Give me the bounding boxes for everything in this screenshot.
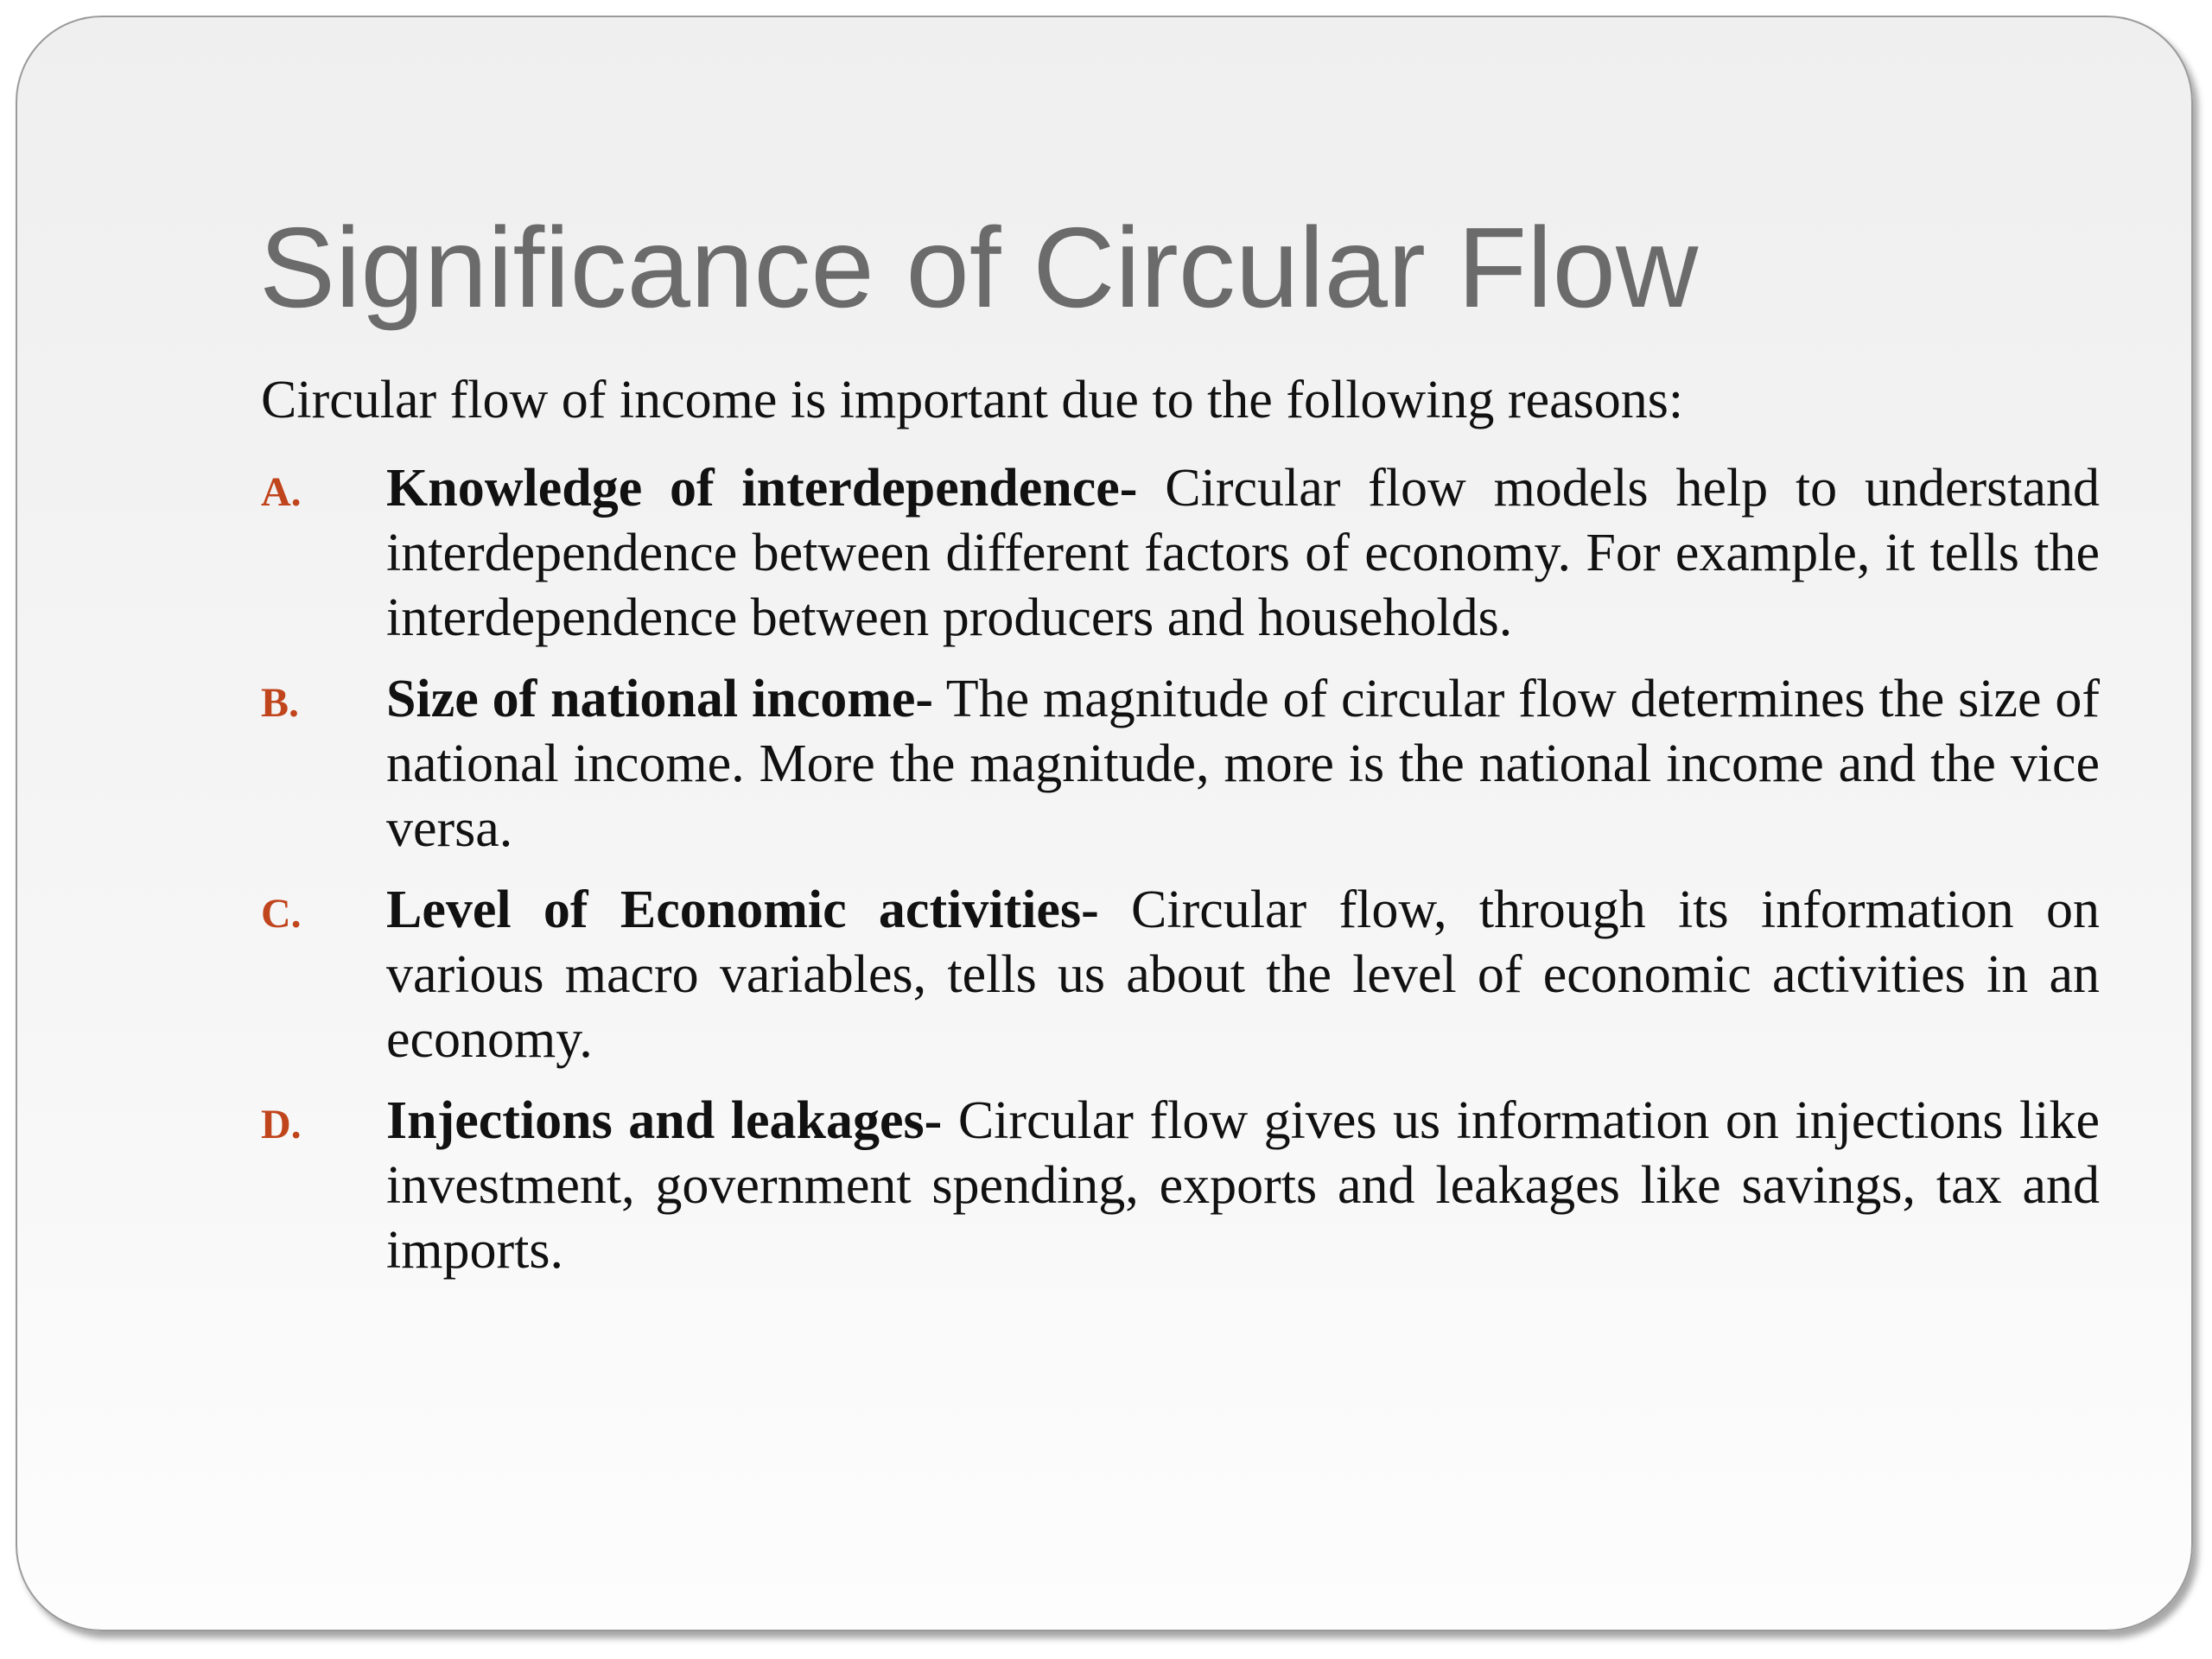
reason-term: Size of national income- xyxy=(386,670,934,728)
slide-title: Significance of Circular Flow xyxy=(259,204,1699,331)
intro-text: Circular flow of income is important due to the following reasons: xyxy=(261,371,1684,429)
reason-text: The magnitude of circular flow determines the size of national income. More the magnitude, more is the national income and the vice versa. xyxy=(386,670,2100,858)
reason-item-d xyxy=(261,1089,2100,1283)
reason-term: Knowledge of interdependence- xyxy=(386,459,1138,518)
reason-text: Circular flow, through its information on various macro variables, tells us about the level of economic activities in an economy. xyxy=(386,880,2100,1069)
list-marker: D. xyxy=(261,1102,302,1147)
reason-text: Circular flow models help to understand interdependence between different factors of economy. For example, it tells the interdependence between producers and households. xyxy=(386,459,2100,647)
reason-item-a xyxy=(261,456,2100,651)
list-marker: B. xyxy=(261,680,300,726)
slide xyxy=(16,16,2193,1631)
reason-term: Injections and leakages- xyxy=(386,1091,943,1150)
list-marker: C. xyxy=(261,891,302,937)
reason-text: Circular flow gives us information on injections like investment, government spending, exports and leakages like savings, tax and imports. xyxy=(386,1091,2100,1280)
reasons-list xyxy=(261,456,2100,1300)
list-marker: A. xyxy=(261,469,302,515)
reason-item-c xyxy=(261,878,2100,1072)
reason-item-b xyxy=(261,667,2100,861)
reason-term: Level of Economic activities- xyxy=(386,880,1099,939)
